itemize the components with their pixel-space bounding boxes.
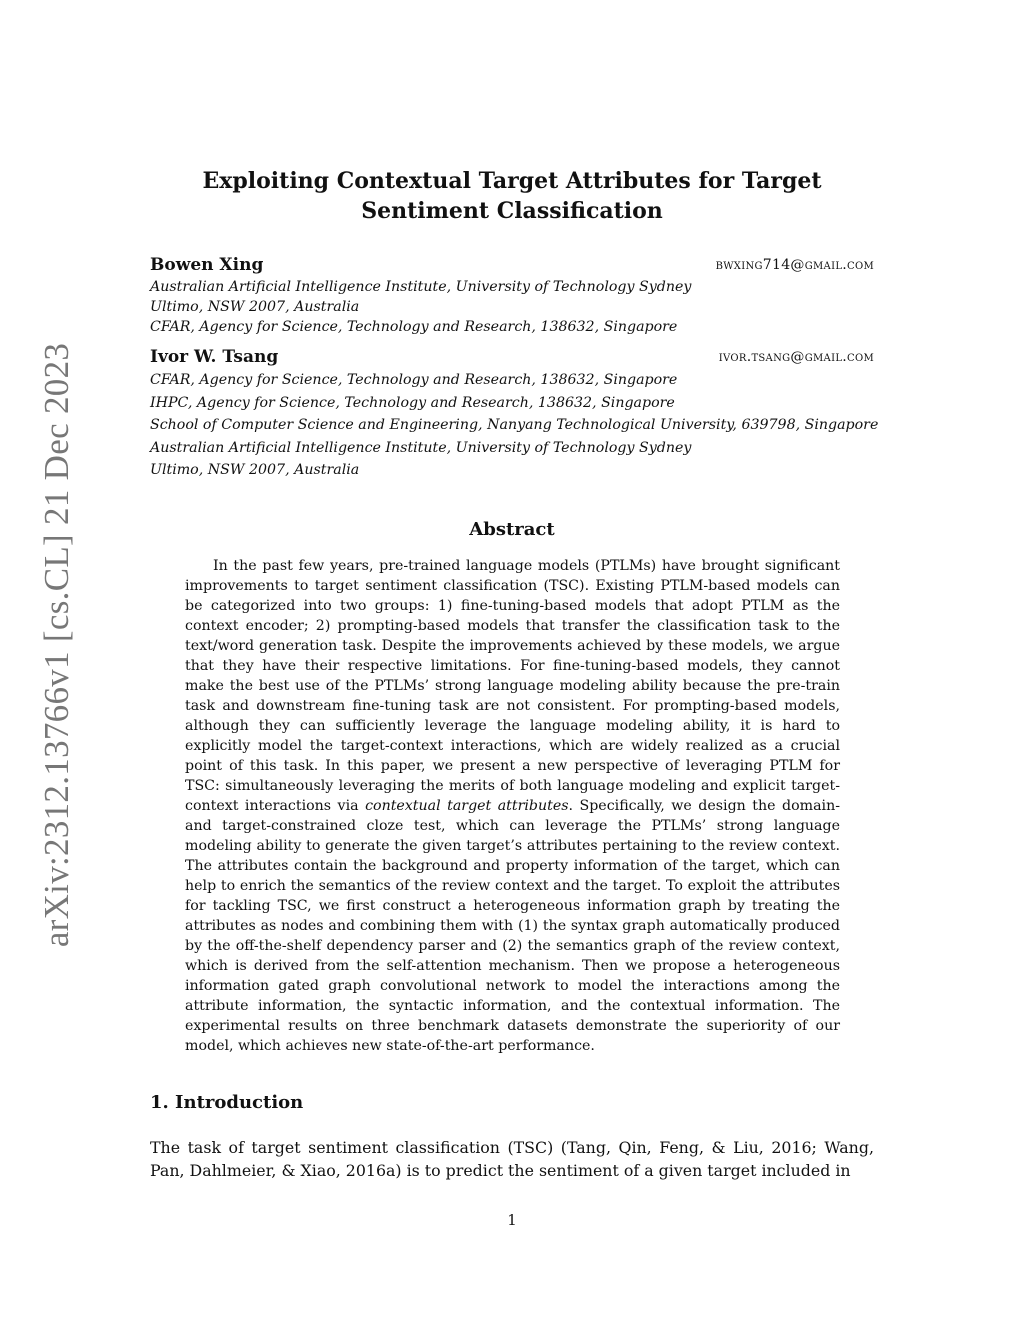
paper-title-line-1: Exploiting Contextual Target Attributes for Target [202, 168, 822, 194]
section-heading-introduction: 1. Introduction [150, 1092, 304, 1113]
abstract-emphasis: contextual target attributes [365, 798, 569, 814]
affiliation-line: Ultimo, NSW 2007, Australia [150, 462, 360, 478]
author-block-2 [150, 347, 879, 482]
paper-title-line-2: Sentiment Classification [361, 198, 663, 224]
affiliation-line: CFAR, Agency for Science, Technology and Research, 138632, Singapore [150, 372, 678, 388]
abstract-text-part-1: In the past few years, pre-trained language models (PTLMs) have brought significant improvements to target sentiment classification (TSC). Existing PTLM-based models can be categorized into two groups: 1) fine-tuning-based models that adopt PTLM as the context encoder; 2) prompting-based models that transfer the classification task to the text/word generation task. Despite the improvements achieved by these models, we argue that they have their respective limitations. For fine-tuning-based models, they cannot make the best use of the PTLMs’ strong language modeling ability because the pre-train task and downstream fine-tuning task are not consistent. For prompting-based models, although they can sufficiently leverage the language modeling ability, it is hard to explicitly model the target-context interactions, which are widely realized as a crucial point of this task. In this paper, we present a new perspective of leveraging PTLM for TSC: simultaneously leveraging the merits of both language modeling and explicit target-context interactions via [185, 558, 840, 814]
affiliation-line: CFAR, Agency for Science, Technology and Research, 138632, Singapore [150, 319, 678, 335]
author-email[interactable]: bwxing714@gmail.com [715, 257, 874, 273]
abstract-text-part-2: . Specifically, we design the domain- and target-constrained cloze test, which can leverage the PTLMs’ strong language modeling ability to generate the given target’s attributes pertaining to the review context. The attributes contain the background and property information of the target, which can help to enrich the semantics of the review context and the target. To exploit the attributes for tackling TSC, we first construct a heterogeneous information graph by treating the attributes as nodes and combining them with (1) the syntax graph automatically produced by the off-the-shelf dependency parser and (2) the semantics graph of the review context, which is derived from the self-attention mechanism. Then we propose a heterogeneous information gated graph convolutional network to model the interactions among the attribute information, the syntactic information, and the contextual information. The experimental results on three benchmark datasets demonstrate the superiority of our model, which achieves new state-of-the-art performance. [185, 798, 841, 1054]
author-name: Ivor W. Tsang [150, 347, 279, 367]
author-block-1 [150, 255, 874, 337]
affiliation-line: Ultimo, NSW 2007, Australia [150, 299, 360, 315]
arxiv-identifier-stamp: arXiv:2312.13766v1 [cs.CL] 21 Dec 2023 [37, 342, 76, 948]
affiliation-line: Australian Artificial Intelligence Institute, University of Technology Sydney [150, 279, 692, 295]
abstract-text [185, 556, 840, 1056]
introduction-text: The task of target sentiment classification (TSC) (Tang, Qin, Feng, & Liu, 2016; Wang, Pan, Dahlmeier, & Xiao, 2016a) is to predict the sentiment of a given target included in [150, 1138, 874, 1180]
page-number: 1 [507, 1211, 517, 1229]
abstract-heading: Abstract [469, 519, 555, 540]
affiliation-line: IHPC, Agency for Science, Technology and Research, 138632, Singapore [150, 394, 675, 411]
author-email[interactable]: ivor.tsang@gmail.com [718, 349, 874, 365]
author-name: Bowen Xing [150, 255, 264, 275]
affiliation-line: Australian Artificial Intelligence Institute, University of Technology Sydney [150, 439, 692, 456]
paper-title [150, 166, 874, 226]
affiliation-line: School of Computer Science and Engineering, Nanyang Technological University, 639798, Singapore [150, 417, 879, 433]
